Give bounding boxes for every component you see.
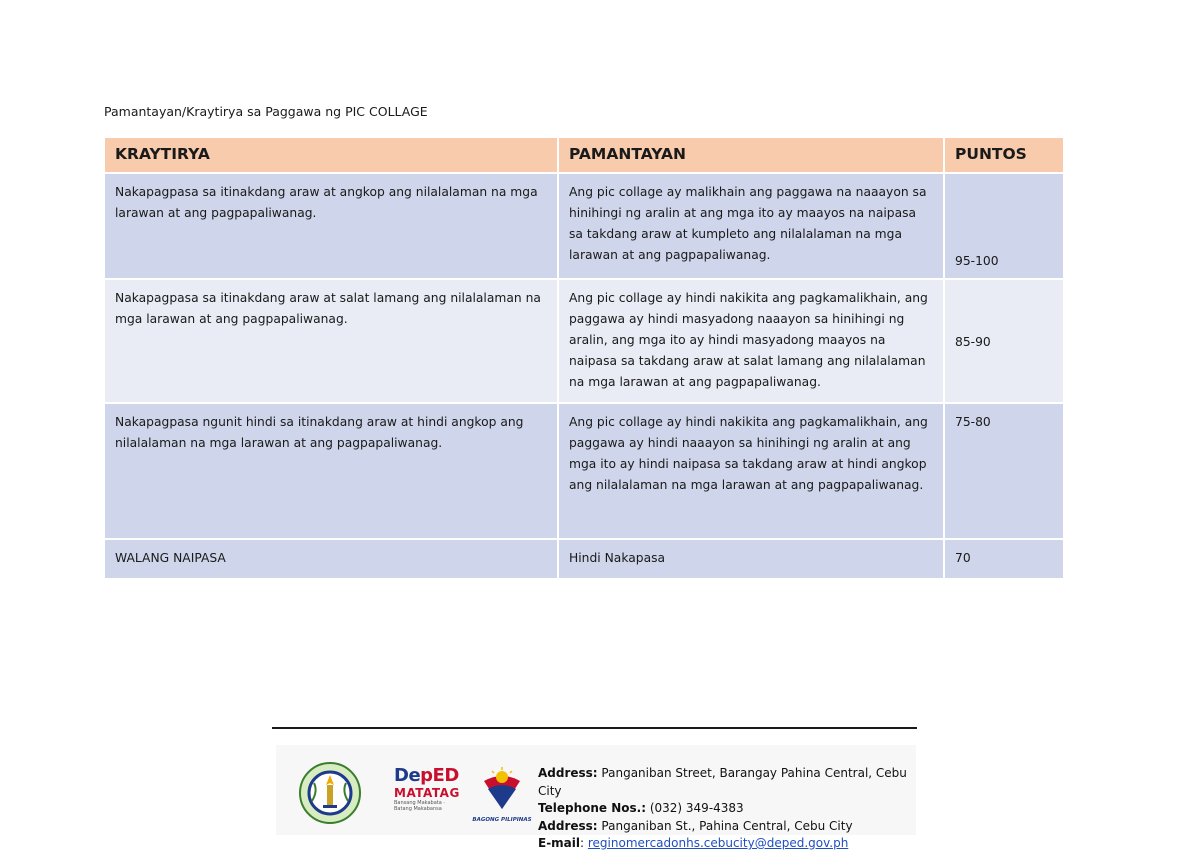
table-caption: Pamantayan/Kraytirya sa Paggawa ng PIC COLLAGE [104, 104, 428, 119]
table-row [104, 173, 1064, 279]
telephone-line: Telephone Nos.: (032) 349-4383 [538, 801, 744, 815]
cell-puntos: 70 [944, 539, 1064, 579]
cell-puntos: 95-100 [944, 173, 1064, 279]
cell-kraytirya: Nakapagpasa sa itinakdang araw at angkop ang nilalalaman na mga larawan at ang pagpapaliwanag. [104, 173, 558, 279]
cell-kraytirya: Nakapagpasa sa itinakdang araw at salat lamang ang nilalalaman na mga larawan at ang pagpapaliwanag. [104, 279, 558, 403]
header-pamantayan: PAMANTAYAN [558, 137, 944, 173]
cell-kraytirya: Nakapagpasa ngunit hindi sa itinakdang araw at hindi angkop ang nilalalaman na mga larawan at ang pagpapaliwanag. [104, 403, 558, 539]
rubric-table [103, 136, 1065, 580]
cell-pamantayan: Ang pic collage ay hindi nakikita ang pagkamalikhain, ang paggawa ay hindi masyadong naaayon sa hinihingi ng aralin, ang mga ito ay hindi masyadong maayos na naipasa sa takdang araw at salat lamang ang nilalalaman na mga larawan at ang pagpapaliwanag. [558, 279, 944, 403]
email-link[interactable]: reginomercadonhs.cebucity@deped.gov.ph [587, 836, 849, 850]
email-line: E-mail: reginomercadonhs.cebucity@deped.gov.ph [538, 836, 849, 850]
letterhead-footer [276, 745, 916, 850]
footer-divider [272, 727, 917, 729]
table-row [104, 403, 1064, 539]
bagong-pilipinas-icon [478, 767, 526, 813]
header-puntos: PUNTOS [944, 137, 1064, 173]
header-kraytirya: KRAYTIRYA [104, 137, 558, 173]
contact-block [538, 765, 916, 853]
deped-logo: DepED MATATAG Bansang Makabata · Batang Makabansa [394, 765, 460, 812]
cell-pamantayan: Ang pic collage ay malikhain ang paggawa na naaayon sa hinihingi ng aralin at ang mga ito ay maayos na naipasa sa takdang araw at kumpleto ang nilalalaman na mga larawan at ang pagpapaliwanag. [558, 173, 944, 279]
address-line-2: Address: Panganiban St., Pahina Central, Cebu City [538, 818, 853, 833]
cell-puntos: 75-80 [944, 403, 1064, 539]
table-header-row [104, 137, 1064, 173]
table-row [104, 279, 1064, 403]
cell-pamantayan: Hindi Nakapasa [558, 539, 944, 579]
bagong-pilipinas-logo: BAGONG PILIPINAS [472, 767, 532, 823]
cell-pamantayan: Ang pic collage ay hindi nakikita ang pagkamalikhain, ang paggawa ay hindi naaayon sa hinihingi ng aralin at ang mga ito ay hindi naipasa sa takdang araw at hindi angkop ang nilalalaman na mga larawan at ang pagpapaliwanag. [558, 403, 944, 539]
cell-kraytirya: WALANG NAIPASA [104, 539, 558, 579]
table-row [104, 539, 1064, 579]
address-line: Address: Panganiban Street, Barangay Pahina Central, Cebu City [538, 766, 907, 798]
school-seal-icon [294, 761, 366, 825]
cell-puntos: 85-90 [944, 279, 1064, 403]
